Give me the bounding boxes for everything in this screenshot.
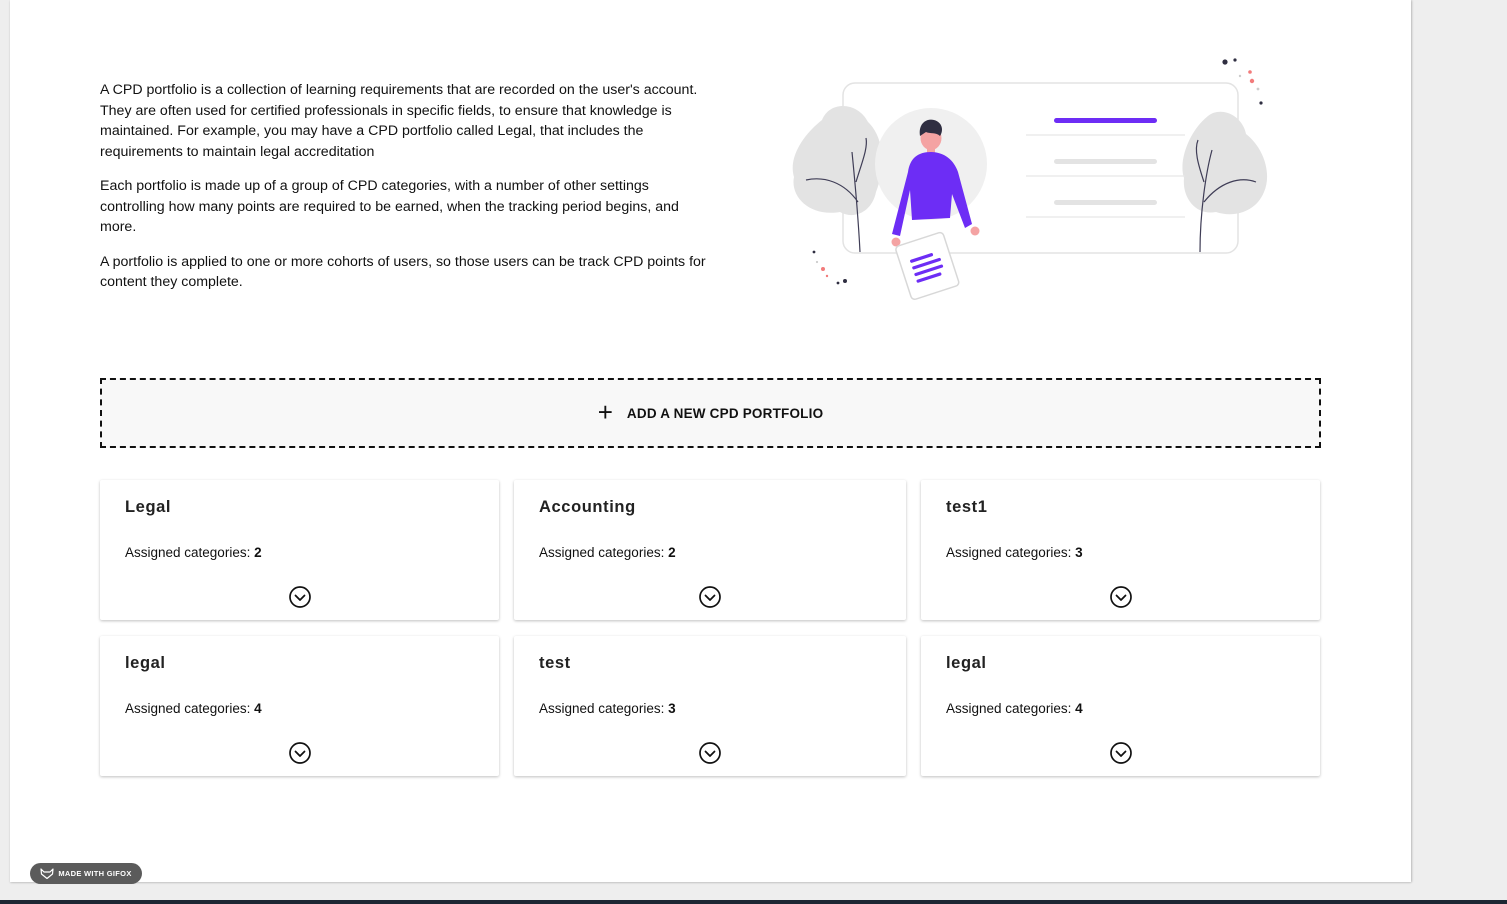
portfolio-title: test1	[946, 498, 988, 516]
chevron-down-icon[interactable]	[1109, 585, 1133, 609]
portfolio-title: test	[539, 654, 571, 672]
gifox-label: MADE WITH GIFOX	[58, 869, 132, 878]
portfolio-categories: Assigned categories: 2	[125, 545, 262, 560]
chevron-down-icon[interactable]	[698, 585, 722, 609]
portfolio-card[interactable]	[100, 480, 499, 620]
portfolio-title: legal	[946, 654, 987, 672]
portfolio-title: Legal	[125, 498, 172, 516]
bottom-bar	[0, 900, 1507, 904]
add-portfolio-button[interactable]	[100, 378, 1321, 448]
portfolio-categories: Assigned categories: 2	[539, 545, 676, 560]
portfolio-card[interactable]	[921, 480, 1320, 620]
intro-paragraph: A portfolio is applied to one or more cohorts of users, so those users can be track CPD points for content they complete.	[100, 253, 706, 290]
intro-text	[100, 80, 710, 307]
portfolio-categories: Assigned categories: 3	[946, 545, 1083, 560]
fox-icon	[40, 868, 54, 879]
portfolio-card[interactable]	[514, 480, 906, 620]
chevron-down-icon[interactable]	[288, 741, 312, 765]
portfolio-categories: Assigned categories: 4	[125, 701, 262, 716]
portfolio-title: Accounting	[539, 498, 636, 516]
portfolio-categories: Assigned categories: 4	[946, 701, 1083, 716]
portfolio-card[interactable]	[514, 636, 906, 776]
plus-icon: +	[597, 396, 613, 427]
portfolio-card[interactable]	[100, 636, 499, 776]
chevron-down-icon[interactable]	[698, 741, 722, 765]
chevron-down-icon[interactable]	[288, 585, 312, 609]
portfolio-illustration	[780, 52, 1270, 304]
chevron-down-icon[interactable]	[1109, 741, 1133, 765]
intro-paragraph: A CPD portfolio is a collection of learning requirements that are recorded on the user's account. They are often used for certified professionals in specific fields, to ensure that knowledge is maintained. For example, you may have a CPD portfolio called Legal, that includes the requirements to maintain legal accreditation	[100, 82, 698, 160]
gifox-badge	[30, 863, 142, 884]
portfolio-title: legal	[125, 654, 166, 672]
main-content	[10, 0, 1411, 882]
intro-paragraph: Each portfolio is made up of a group of CPD categories, with a number of other settings controlling how many points are required to be earned, when the tracking period begins, and more.	[100, 178, 679, 235]
portfolio-card[interactable]	[921, 636, 1320, 776]
add-portfolio-label: ADD A NEW CPD PORTFOLIO	[626, 405, 824, 421]
portfolio-categories: Assigned categories: 3	[539, 701, 676, 716]
